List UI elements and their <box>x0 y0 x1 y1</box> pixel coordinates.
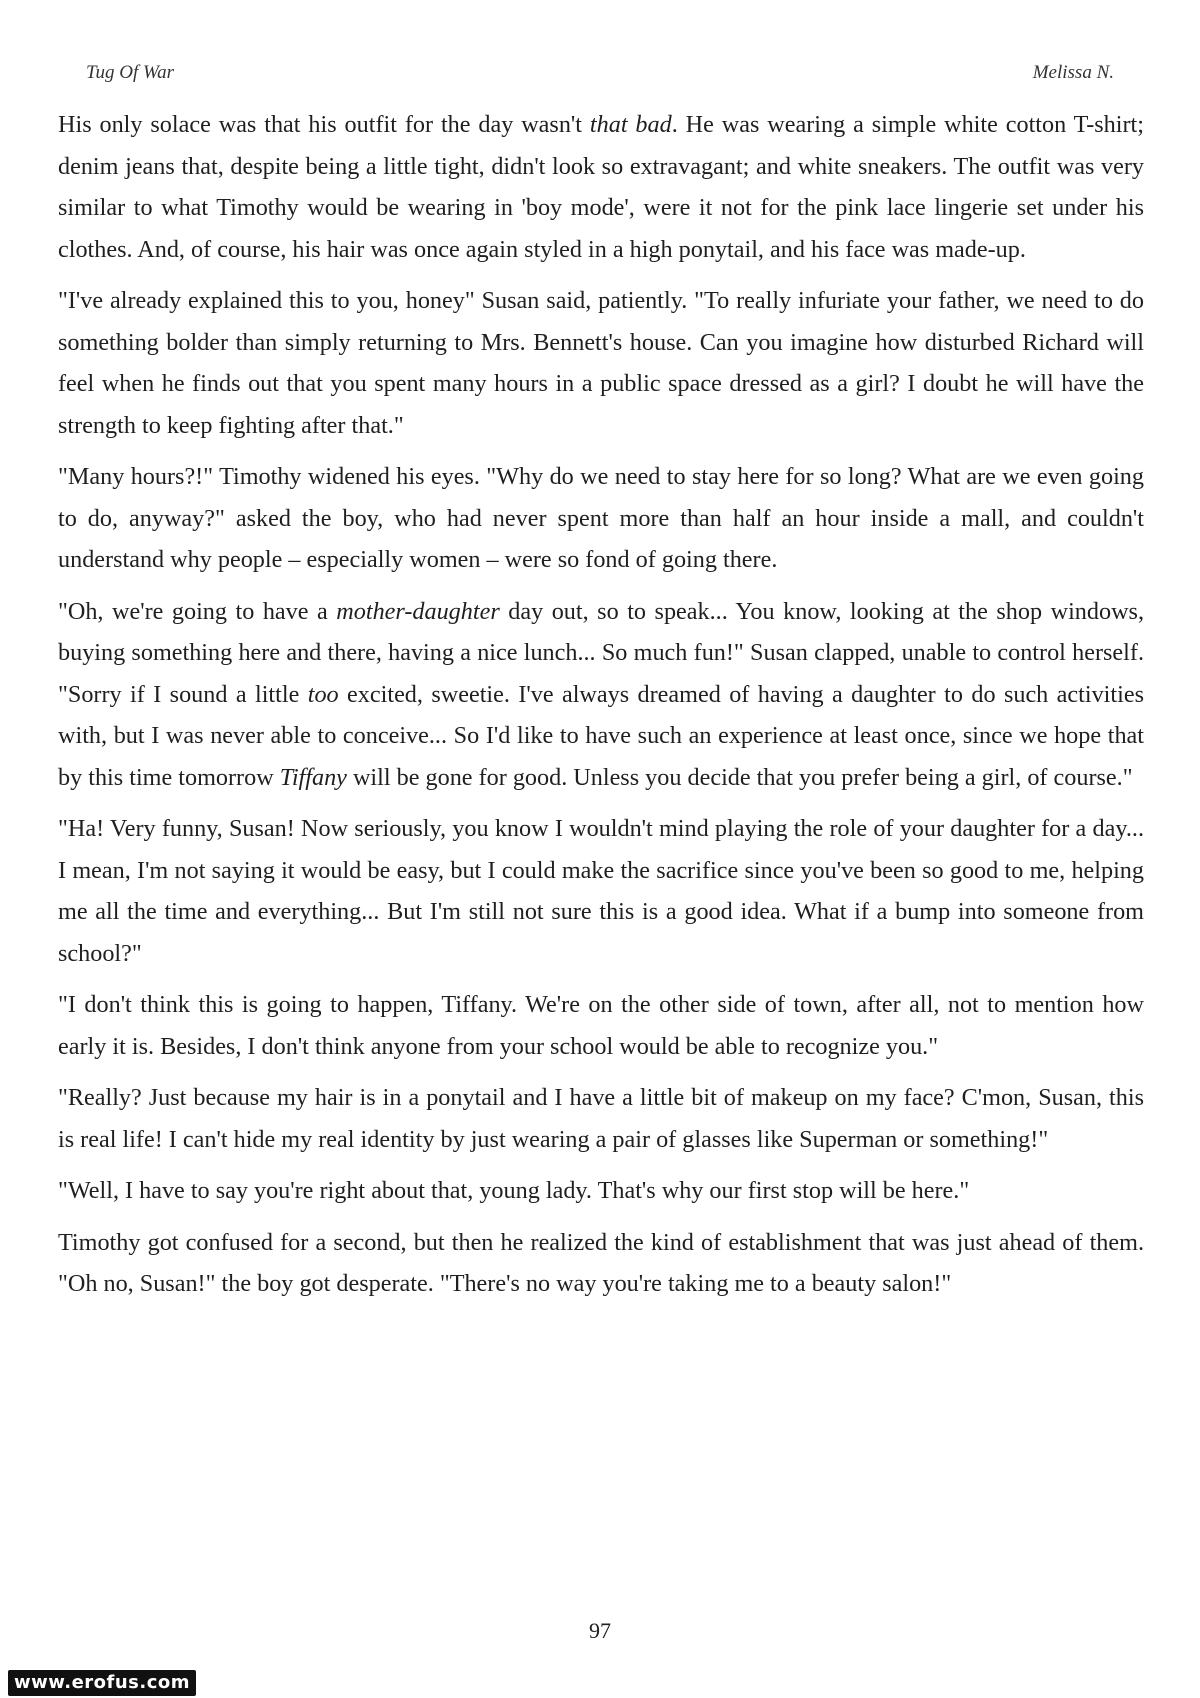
paragraph <box>58 591 1144 799</box>
text-run: "Well, I have to say you're right about that, young lady. That's why our first stop will be here." <box>58 1177 970 1204</box>
italic-text: Tiffany <box>279 763 347 791</box>
paragraph <box>58 984 1144 1067</box>
text-run: excited, sweetie. I've always dreamed of having a daughter to do such activities with, but I was never able to conceive... So I'd like to have such an experience at least once, since we hope that by this time tomorrow <box>58 680 1144 791</box>
text-run: . He was wearing a simple white cotton T-shirt; denim jeans that, despite being a little tight, didn't look so extravagant; and white sneakers. The outfit was very similar to what Timothy would be wearing in 'boy mode', were it not for the pink lace lingerie set under his clothes. And, of course, his hair was once again styled in a high ponytail, and his face was made-up. <box>58 111 1144 263</box>
body-text <box>58 104 1144 1315</box>
site-watermark: www.erofus.com <box>8 1670 196 1696</box>
italic-text: mother-daughter <box>336 597 500 625</box>
text-run: His only solace was that his outfit for the day wasn't <box>58 111 590 138</box>
text-run: will be gone for good. Unless you decide that you prefer being a girl, of course." <box>346 763 1133 791</box>
book-title: Tug Of War <box>86 62 174 83</box>
running-header <box>86 62 1114 86</box>
paragraph <box>58 280 1144 446</box>
paragraph <box>58 1077 1144 1160</box>
paragraph <box>58 1222 1144 1305</box>
text-run: "Ha! Very funny, Susan! Now seriously, you know I wouldn't mind playing the role of your daughter for a day... I mean, I'm not saying it would be easy, but I could make the sacrifice since you've been so good to me, helping me all the time and everything... But I'm still not sure this is a good idea. What if a bump into someone from school?" <box>58 815 1144 967</box>
text-run: "I don't think this is going to happen, Tiffany. We're on the other side of town, after all, not to mention how early it is. Besides, I don't think anyone from your school would be able to recognize you." <box>58 991 1144 1060</box>
paragraph <box>58 104 1144 270</box>
paragraph <box>58 456 1144 581</box>
text-run: "Many hours?!" Timothy widened his eyes. "Why do we need to stay here for so long? What are we even going to do, anyway?" asked the boy, who had never spent more than half an hour inside a mall, and couldn't understand why people – especially women – were so fond of going there. <box>58 463 1144 573</box>
text-run: "Really? Just because my hair is in a ponytail and I have a little bit of makeup on my face? C'mon, Susan, this is real life! I can't hide my real identity by just wearing a pair of glasses like Superman or something!" <box>58 1084 1144 1153</box>
page-number: 97 <box>589 1618 611 1643</box>
author-name: Melissa N. <box>1032 62 1114 83</box>
paragraph <box>58 808 1144 974</box>
paragraph <box>58 1170 1144 1212</box>
text-run: "Oh, we're going to have a <box>58 597 337 625</box>
text-run: Timothy got confused for a second, but then he realized the kind of establishment that was just ahead of them. "Oh no, Susan!" the boy got desperate. "There's no way you're taking me to a beauty salon!" <box>58 1228 1144 1297</box>
text-run: "I've already explained this to you, honey" Susan said, patiently. "To really infuriate your father, we need to do something bolder than simply returning to Mrs. Bennett's house. Can you imagine how disturbed Richard will feel when he finds out that you spent many hours in a public space dressed as a girl? I doubt he will have the strength to keep fighting after that." <box>58 287 1144 439</box>
italic-text: too <box>307 680 339 708</box>
text-run: day out, so to speak... You know, looking at the shop windows, buying something here and there, having a nice lunch... So much fun!" Susan clapped, unable to control herself. "Sorry if I sound a little <box>58 597 1144 708</box>
italic-text: that bad <box>589 111 672 138</box>
